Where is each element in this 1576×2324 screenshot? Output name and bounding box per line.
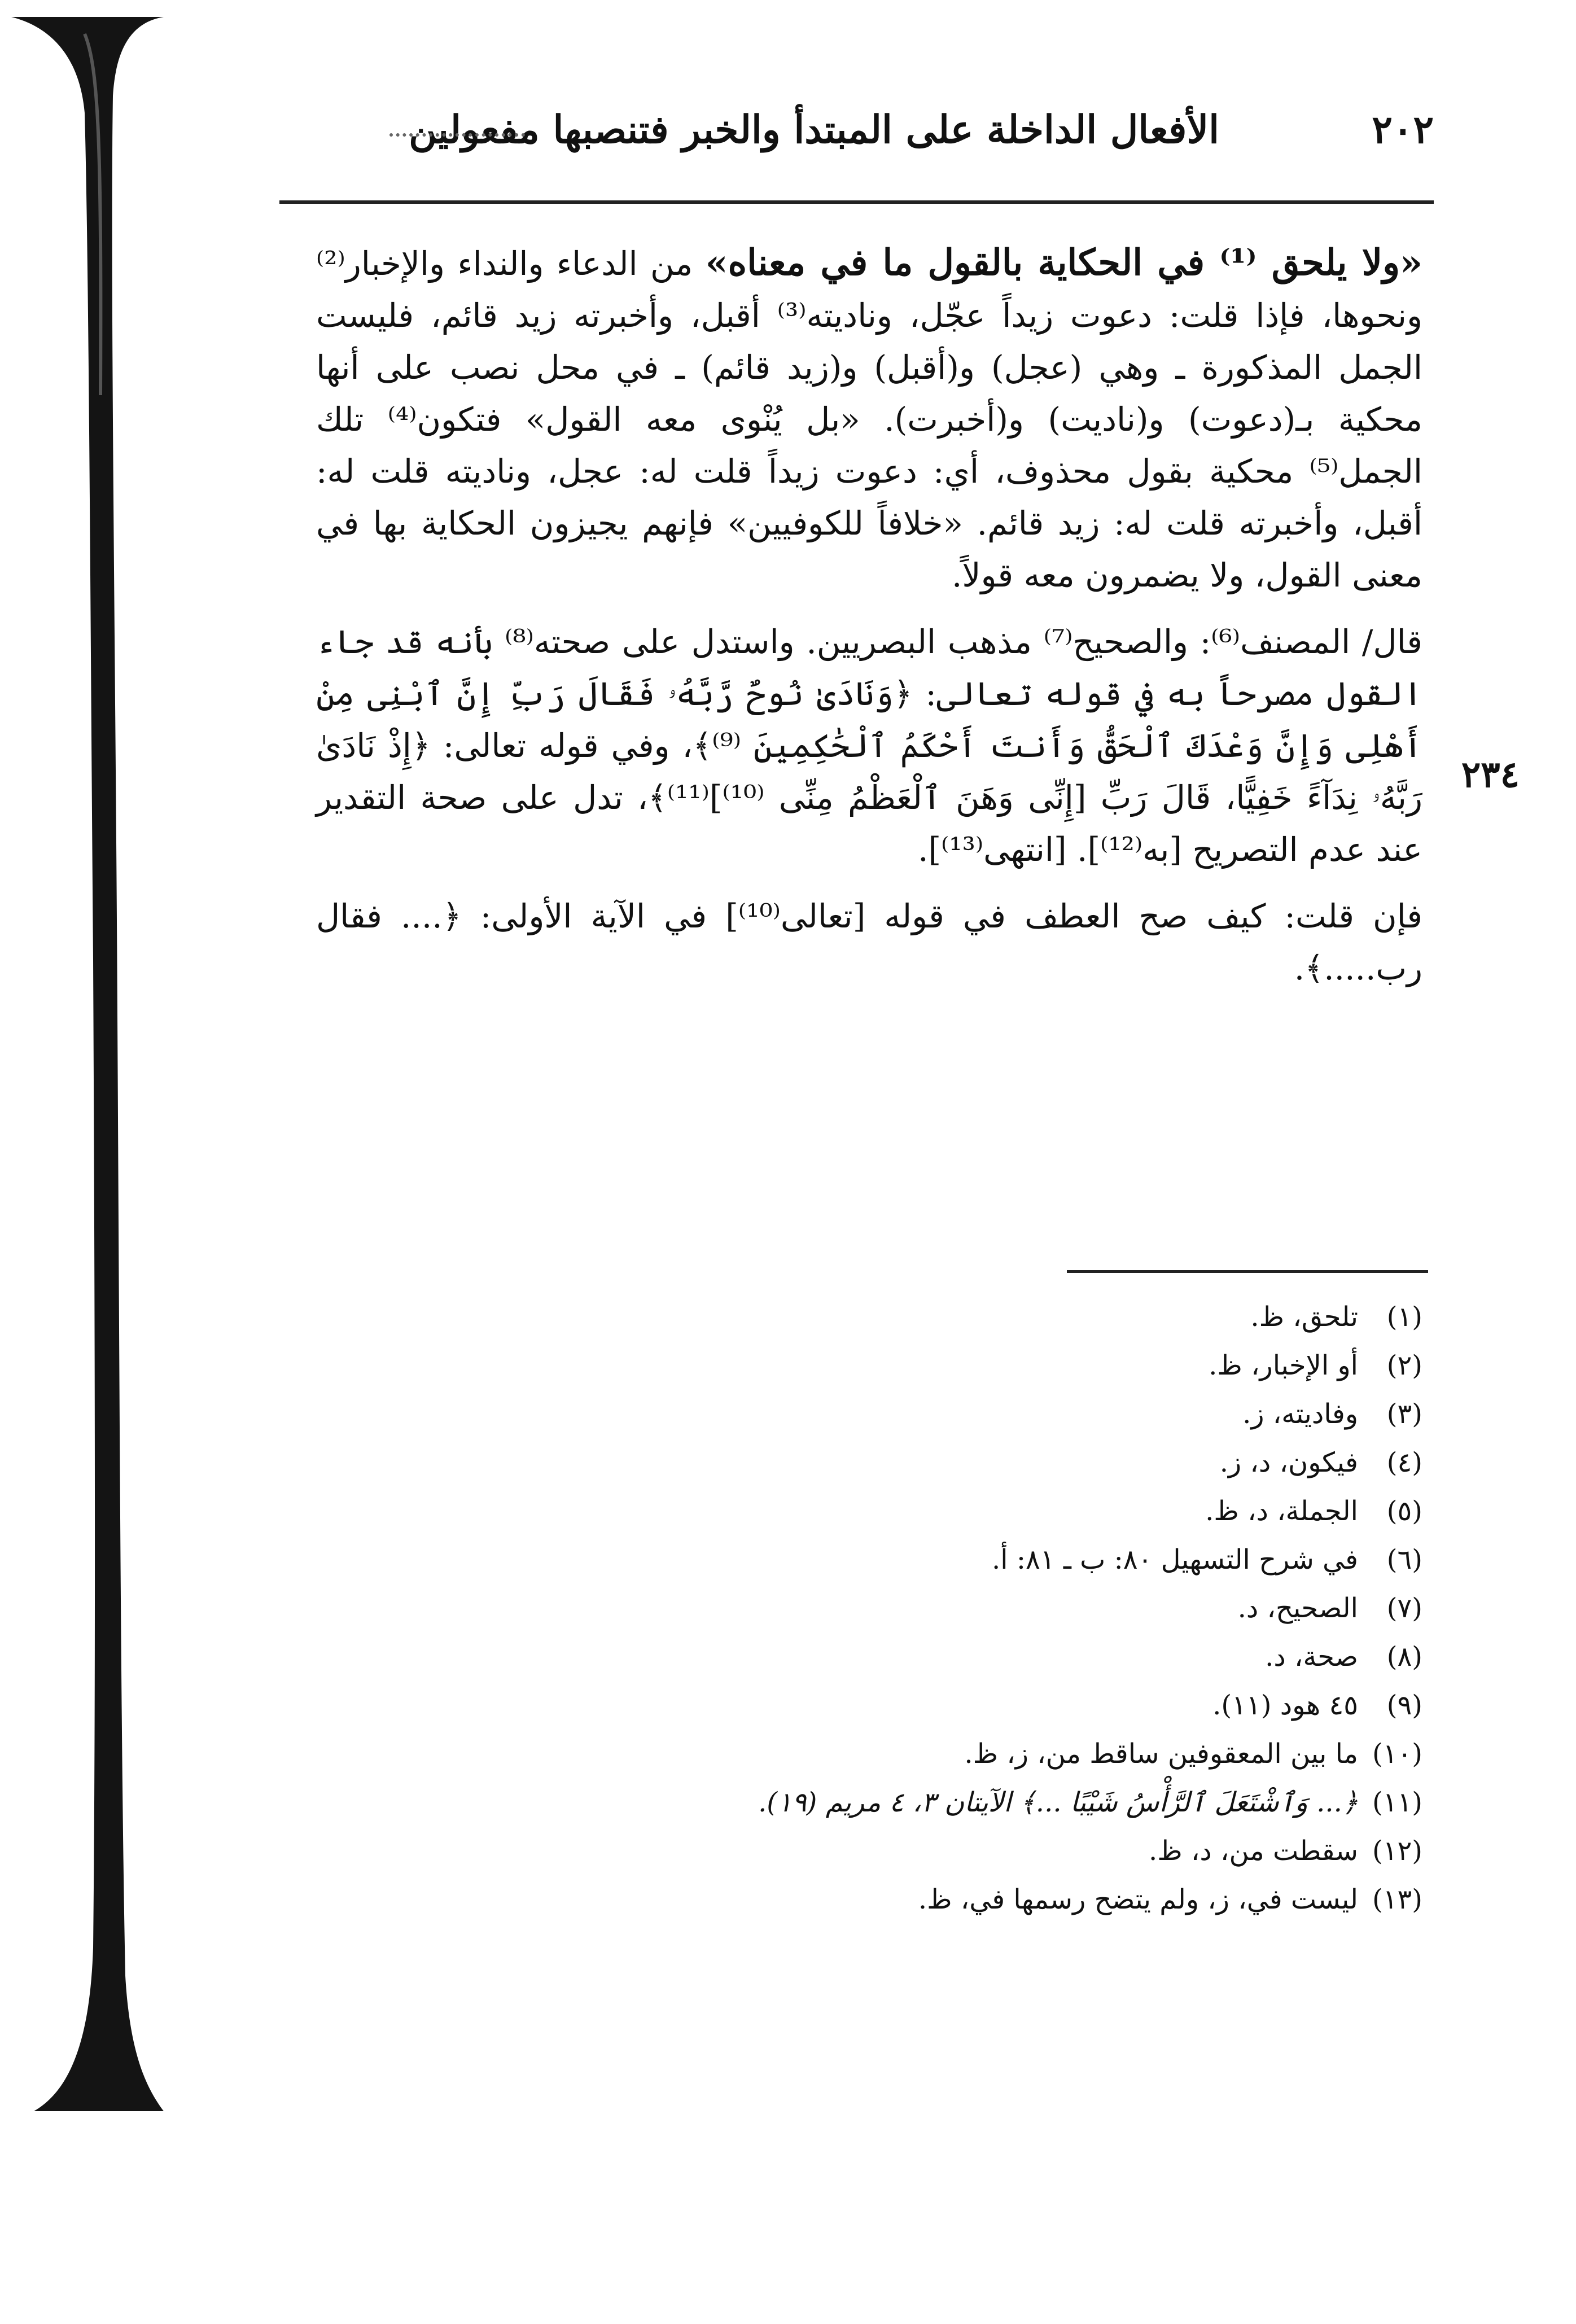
footnote-number: (١١)	[1372, 1787, 1422, 1818]
footnote-item	[350, 1827, 1422, 1875]
page-header	[409, 107, 1434, 169]
footnote-number: (١٠)	[1372, 1738, 1422, 1770]
running-title: الأفعال الداخلة على المبتدأ والخبر فتنصبها مفعولين	[409, 107, 1219, 152]
footnote-item	[350, 1681, 1422, 1730]
footnote-item	[350, 1875, 1422, 1924]
paragraph-1-text: من الدعاء والنداء والإخبار⁽²⁾ ونحوها، فإذا قلت: دعوت زيداً عجّل، وناديته⁽³⁾ أقبل، وأخبرته زيد قائم، فليست الجمل المذكورة ـ وهي (عجل) و(أقبل) و(زيد قائم) ـ في محل نصب على أنها محكية بـ(دعوت) و(ناديت) و(أخبرت). «بل يُنْوى معه القول» فتكون⁽⁴⁾ تلك الجمل⁽⁵⁾ محكية بقول محذوف، أي: دعوت زيداً قلت له: عجل، وناديته قلت له: أقبل، وأخبرته قلت له: زيد قائم. «خلافاً للكوفيين» فإنهم يجيزون الحكاية بها في معنى القول، ولا يضمرون معه قولاً.	[316, 244, 1422, 594]
footnote-number: (٧)	[1386, 1592, 1422, 1624]
footnote-rule	[1067, 1270, 1428, 1273]
footnote-number: (٩)	[1386, 1690, 1422, 1721]
footnote-number: (١٢)	[1372, 1835, 1422, 1867]
footnote-text: الصحيح، د.	[1237, 1592, 1358, 1624]
page-number: ٢٠٢	[1372, 107, 1434, 152]
margin-folio-number: ٢٣٤	[1461, 754, 1520, 796]
paragraph-3	[316, 890, 1422, 994]
footnote-text: ما بين المعقوفين ساقط من، ز، ظ.	[964, 1738, 1358, 1770]
footnote-item	[350, 1633, 1422, 1681]
footnote-item	[350, 1778, 1422, 1827]
footnote-number: (٢)	[1386, 1350, 1422, 1381]
footnote-text: صحة، د.	[1265, 1641, 1358, 1673]
footnote-number: (١٣)	[1372, 1884, 1422, 1915]
footnote-item	[350, 1438, 1422, 1487]
footnote-text: ﴿... وَٱشْتَعَلَ ٱلرَّأْسُ شَيْبًا ...﴾ الآيتان ٣، ٤ مريم (١٩).	[758, 1787, 1358, 1818]
paragraph-2	[316, 616, 1422, 876]
footnote-item	[350, 1390, 1422, 1438]
footnote-item	[350, 1293, 1422, 1341]
footnote-number: (٨)	[1386, 1641, 1422, 1673]
footnote-text: فيكون، د، ز.	[1219, 1447, 1358, 1478]
footnote-number: (٣)	[1386, 1398, 1422, 1430]
header-rule	[279, 200, 1434, 204]
footnote-item	[350, 1535, 1422, 1584]
footnote-number: (٦)	[1386, 1544, 1422, 1575]
footnote-number: (١)	[1386, 1301, 1422, 1333]
footnote-text: ليست في، ز، ولم يتضح رسمها في، ظ.	[918, 1884, 1358, 1915]
footnotes	[350, 1293, 1422, 1924]
footnote-text: ٤٥ هود (١١).	[1212, 1690, 1358, 1721]
header-dotted-leader	[389, 133, 525, 137]
footnote-text: أو الإخبار، ظ.	[1209, 1350, 1358, 1381]
paragraph-1-lead: «ولا يلحق ⁽¹⁾ في الحكاية بالقول ما في معناه»	[705, 242, 1423, 284]
footnote-item	[350, 1487, 1422, 1535]
footnote-text: سقطت من، د، ظ.	[1148, 1835, 1358, 1867]
paragraph-1	[316, 237, 1422, 601]
footnote-text: الجملة، د، ظ.	[1205, 1495, 1358, 1527]
binding-shadow	[0, 0, 181, 2324]
footnote-text: في شرح التسهيل ٨٠: ب ـ ٨١: أ.	[992, 1544, 1358, 1575]
main-text	[316, 237, 1422, 1005]
footnote-item	[350, 1584, 1422, 1633]
footnote-text: وفاديته، ز.	[1242, 1398, 1358, 1430]
footnote-number: (٤)	[1386, 1447, 1422, 1478]
footnote-item	[350, 1730, 1422, 1778]
footnote-number: (٥)	[1386, 1495, 1422, 1527]
footnote-text: تلحق، ظ.	[1250, 1301, 1358, 1333]
paragraph-3-text: فإن قلت: كيف صح العطف في قوله [تعالى⁽¹⁰⁾] في الآية الأولى: ﴿.... فقال رب.....﴾.	[316, 897, 1423, 987]
paragraph-2-text: قال/ المصنف⁽⁶⁾: والصحيح⁽⁷⁾ مذهب البصريين. واستدل على صحته⁽⁸⁾ بأنه قد جاء القول مصرحاً به في قوله تعالى: ﴿وَنَادَىٰ نُوحٌ رَّبَّهُۥ فَقَالَ رَبِّ إِنَّ ٱبْنِى مِنْ أَهْلِى وَإِنَّ وَعْدَكَ ٱلْحَقُّ وَأَنتَ أَحْكَمُ ٱلْحَٰكِمِينَ ⁽⁹⁾﴾، وفي قوله تعالى: ﴿إِذْ نَادَىٰ رَبَّهُۥ نِدَآءً خَفِيًّا، قَالَ رَبِّ [إِنِّى وَهَنَ ٱلْعَظْمُ مِنِّى ⁽¹⁰⁾]⁽¹¹⁾﴾، تدل على صحة التقدير عند عدم التصريح [به⁽¹²⁾]. [انتهى⁽¹³⁾].	[316, 623, 1422, 869]
footnote-item	[350, 1341, 1422, 1390]
